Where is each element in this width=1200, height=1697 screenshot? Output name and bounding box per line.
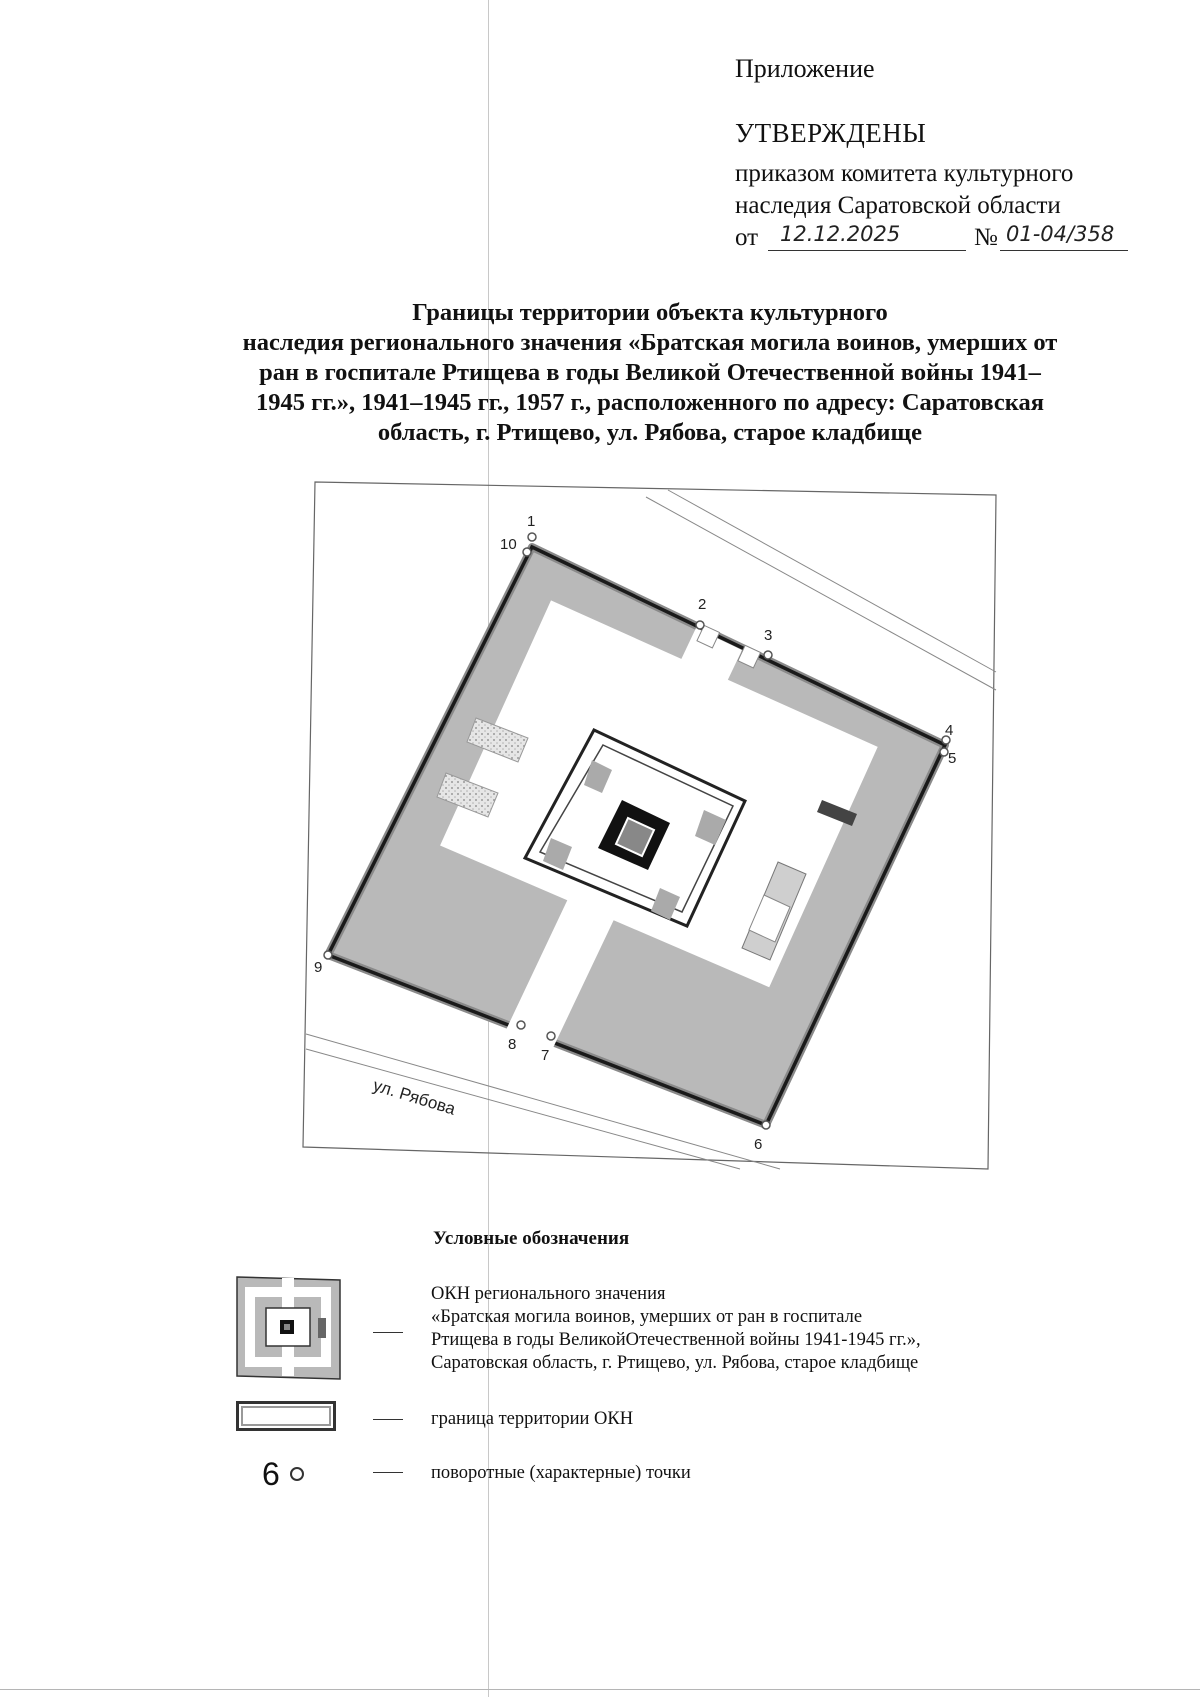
- order-line-2: наследия Саратовской области: [735, 192, 1061, 219]
- legend-item-boundary: [431, 1408, 633, 1431]
- legend-dash: [373, 1472, 403, 1473]
- legend-line: Саратовская область, г. Ртищево, ул. Рябова, старое кладбище: [431, 1353, 919, 1373]
- order-date: 12.12.2025: [780, 222, 901, 246]
- point-label: 8: [508, 1036, 517, 1053]
- point-label: 6: [754, 1136, 763, 1153]
- date-prefix: от: [735, 224, 759, 251]
- point-label: 4: [945, 722, 954, 739]
- point-label: 10: [500, 536, 517, 553]
- legend-line: граница территории ОКН: [431, 1409, 634, 1429]
- appendix-label: Приложение: [735, 54, 875, 83]
- turning-point-7: [547, 1032, 555, 1040]
- legend-boundary-symbol: [236, 1401, 336, 1431]
- turning-point-2: [696, 621, 704, 629]
- point-label: 5: [948, 750, 957, 767]
- point-label: 7: [541, 1047, 550, 1064]
- turning-point-6: [762, 1121, 770, 1129]
- legend-dash: [373, 1419, 403, 1420]
- legend-line: «Братская могила воинов, умерших от ран в госпитале: [431, 1307, 863, 1327]
- turning-point-8: [517, 1021, 525, 1029]
- legend-point-sample: 6: [262, 1456, 280, 1492]
- title-line: Границы территории объекта культурного: [412, 299, 888, 326]
- legend-item-points: [431, 1462, 691, 1485]
- number-prefix: №: [974, 224, 998, 251]
- legend-point-circle-icon: [290, 1467, 304, 1481]
- point-label: 9: [314, 959, 323, 976]
- title-line: ран в госпитале Ртищева в годы Великой Отечественной войны 1941–: [259, 359, 1041, 386]
- turning-point-3: [764, 651, 772, 659]
- legend-okn-symbol: [236, 1276, 342, 1380]
- order-line-1: приказом комитета культурного: [735, 160, 1074, 187]
- title-line: область, г. Ртищево, ул. Рябова, старое кладбище: [377, 419, 923, 446]
- legend-line: ОКН регионального значения: [431, 1284, 666, 1304]
- point-label: 1: [527, 513, 536, 530]
- title-line: наследия регионального значения «Братская могила воинов, умерших от: [242, 329, 1058, 356]
- title-line: 1945 гг.», 1941–1945 гг., 1957 г., расположенного по адресу: Саратовская: [255, 389, 1045, 416]
- legend-title: Условные обозначения: [433, 1228, 630, 1249]
- legend-dash: [373, 1332, 403, 1333]
- legend-line: поворотные (характерные) точки: [431, 1463, 691, 1483]
- turning-point-9: [324, 951, 332, 959]
- turning-point-5: [940, 748, 948, 756]
- point-label: 3: [764, 627, 773, 644]
- street-label: ул. Рябова: [370, 1075, 458, 1119]
- legend-line: Ртищева в годы ВеликойОтечественной войны 1941-1945 гг.»,: [431, 1330, 921, 1350]
- legend-item-okn: [431, 1283, 921, 1375]
- turning-point-1: [528, 533, 536, 541]
- point-label: 2: [698, 596, 707, 613]
- turning-point-10: [523, 548, 531, 556]
- approved-label: УТВЕРЖДЕНЫ: [735, 118, 927, 148]
- order-number: 01-04/358: [1006, 222, 1115, 246]
